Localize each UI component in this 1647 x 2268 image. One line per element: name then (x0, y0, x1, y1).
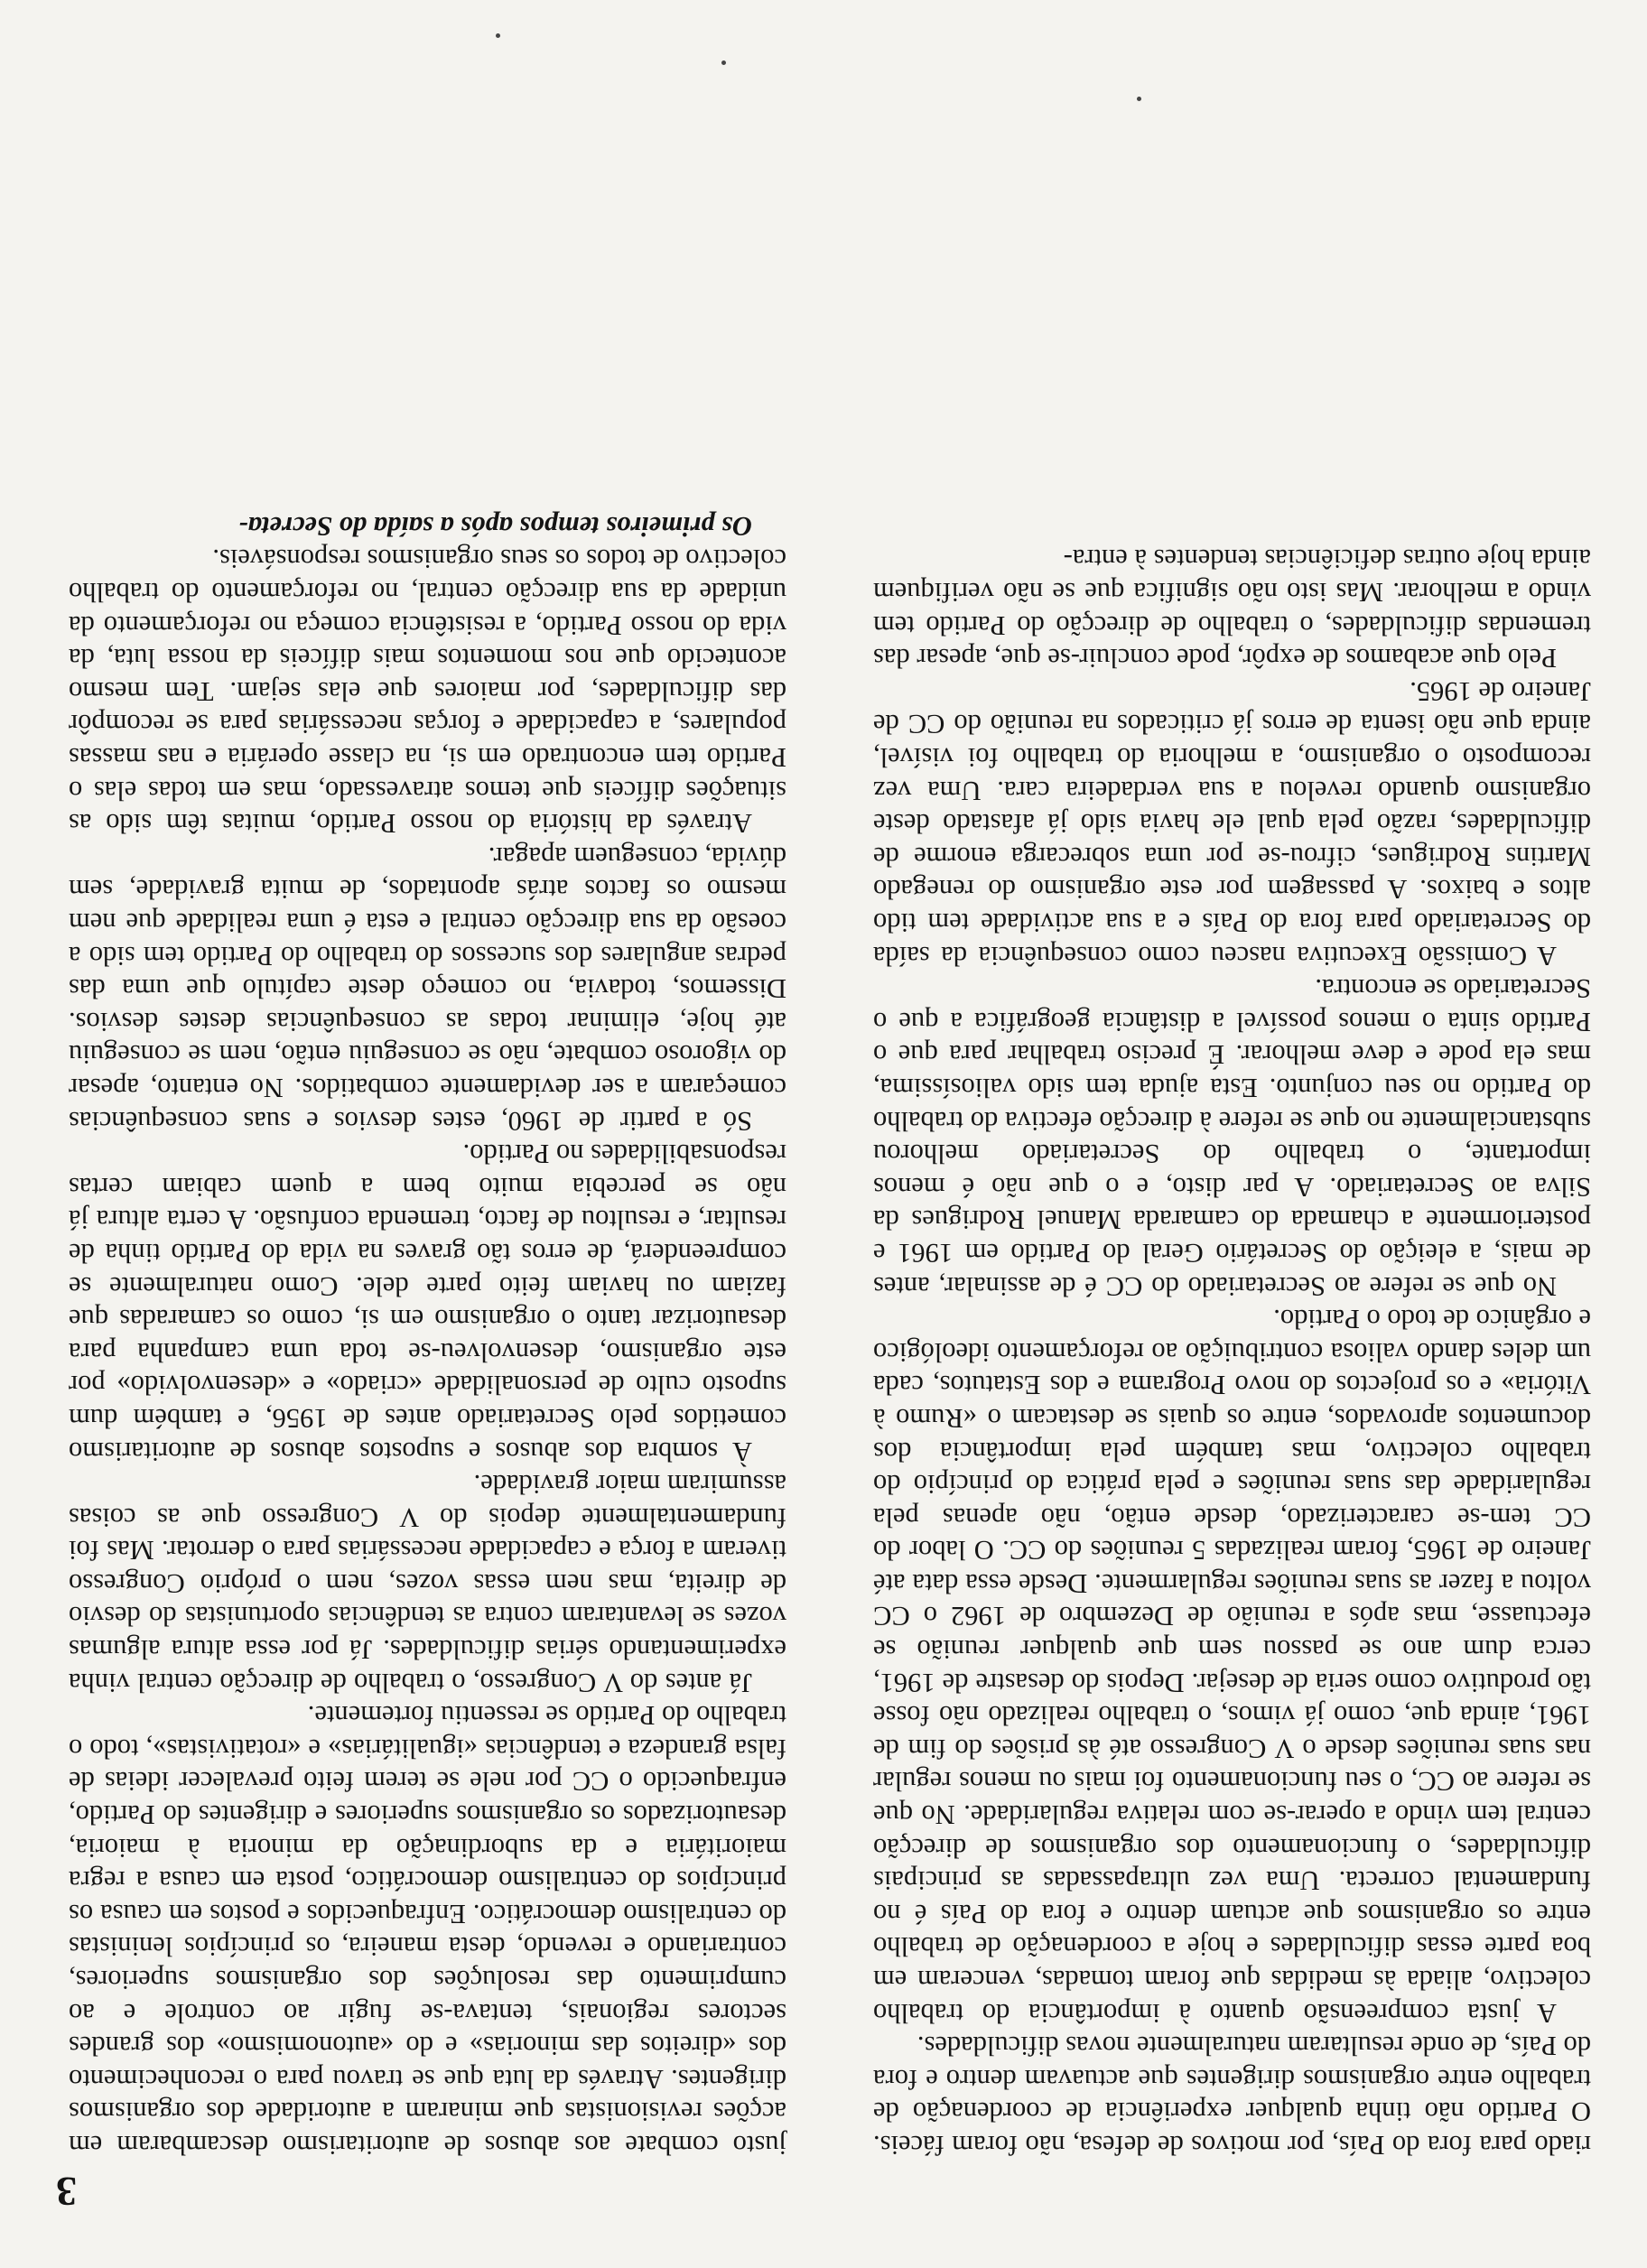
paragraph: Só a partir de 1960, estes desvios e suas consequências começaram a ser devidamente combatidos. No entanto, apesar do vigoroso combate, não se conseguiu então, nem se conseguiu até hoje, eliminar todas as consequências destes desvios. Dissemos, todavia, no começo deste capítulo que uma das pedras angulares dos sucessos do trabalho do Partido tem sido a coesão da sua direcção central e esta é uma realidade que nem mesmo os factos atrás apontados, de muita gravidade, sem dúvida, conseguem apagar. (69, 841, 786, 1137)
page-number: 3 (56, 2169, 77, 2215)
paragraph: riado para fora do País, por motivos de defesa, não foram fáceis. O Partido não tinha qualquer experiência de coordenação de trabalho entre organismos dirigentes que actuavam dentro e fora do País, de onde resultaram naturalmente novas dificuldades. (873, 2031, 1591, 2161)
paragraph: A justa compreensão quanto à importância do trabalho colectivo, aliada às medidas que foram tomadas, venceram em boa parte essas dificuldades e hoje a coordenação de trabalho entre os organismos que actuam dentro e fora do País é no fundamental correcta. Uma vez ultrapassadas as principais dificuldades, o funcionamento dos organismos de direcção central tem vindo a operar-se com relativa regularidade. No que se refere ao CC, o seu funcionamento foi mais ou menos regular nas suas reuniões desde o V Congresso até às prisões do fim de 1961, ainda que, como já vimos, o trabalho realizado não fosse tão produtivo como seria de desejar. Depois do desastre de 1961, cerca dum ano se passou sem que qualquer reunião se efectuasse, mas após a reunião de Dezembro de 1962 o CC voltou a fazer as suas reuniões regularmente. Desde essa data até Janeiro de 1965, foram realizadas 5 reuniões do CC. O labor do CC tem-se caracterizado, desde então, não apenas pela regularidade das suas reuniões e pela prática do princípio do trabalho colectivo, mas também pela importância dos documentos aprovados, entre os quais se destacam o «Rumo à Vitória» e os projectos do novo Programa e dos Estatutos, cada um deles dando valiosa contribuição ao reforçamento ideológico e orgânico de todo o Partido. (873, 1304, 1591, 2029)
column-gutter (829, 74, 830, 2151)
paragraph: À sombra dos abusos e supostos abusos de autoritarismo cometidos pelo Secretariado antes de 1956, e também dum suposto culto de personalidade «criado» e «desenvolvido» por este organismo, desenvolveu-se toda uma campanha para desautorizar tanto o organismo em si, como os camaradas que faziam ou haviam feito parte dele. Como naturalmente se compreenderá, de erros tão graves na vida do Partido tinha de resultar, e resultou de facto, tremenda confusão. A certa altura já não se percebia muito bem a quem cabiam certas responsabilidades no Partido. (69, 1139, 786, 1467)
paragraph: Já antes do V Congresso, o trabalho de direcção central vinha experimentando sérias dificuldades. Já por essa altura algumas vozes se levantaram contra as tendências oportunistas do desvio de direita, mas nem essas vozes, nem o próprio Congresso tiveram a força e capacidade necessárias para o derrotar. Mas foi fundamentalmente depois do V Congresso que as coisas assumiram maior gravidade. (69, 1469, 786, 1698)
paragraph: Os primeiros tempos após a saída do Secreta- (238, 510, 752, 542)
right-column (69, 509, 786, 2161)
ink-speck (496, 33, 500, 38)
paragraph: justo combate aos abusos de autoritarismo descambaram em acções revisionistas que minaram a autoridade dos organismos dirigentes. Através da luta que se travou para o reconhecimento dos «direitos das minorias» e do «autonomismo» dos grandes sectores regionais, tentava-se fugir ao controle e ao cumprimento das resoluções dos organismos superiores, contrariando e revendo, desta maneira, os princípios leninistas do centralismo democrático. Enfraquecidos e postos em causa os princípios do centralismo democrático, posta em causa a regra maioritária e da subordinação da minoria à maioria, desautorizados os organismos superiores e dirigentes do Partido, enfraquecido o CC por nele se terem feito prevalecer ideias de falsa grandeza e tendências «igualitárias» e «rotativistas», todo o trabalho do Partido se ressentiu fortemente. (69, 1700, 786, 2161)
left-column (873, 543, 1591, 2161)
paragraph: A Comissão Executiva nasceu como consequência da saída do Secretariado para fora do País e a sua actividade tem tido altos e baixos. A passagem por este organismo do renegado Martins Rodrigues, cifrou-se por uma sobrecarga enorme de dificuldades, razão pela qual ele havia sido já afastado deste organismo quando revelou a sua verdadeira cara. Uma vez recomposto o organismo, a melhoria do trabalho foi visível, ainda que não isenta de erros já criticados na reunião do CC de Janeiro de 1965. (873, 675, 1591, 971)
paragraph: No que se refere ao Secretariado do CC é de assinalar, antes de mais, a eleição do Secretário Geral do Partido em 1961 e posteriormente a chamada do camarada Manuel Rodrigues da Silva ao Secretariado. A par disto, e o que não é menos importante, o trabalho do Secretariado melhorou substancialmente no que se refere à direcção efectiva do trabalho do Partido no seu conjunto. Esta ajuda tem sido valiosíssima, mas ela pode e deve melhorar. É preciso trabalhar para que o Partido sinta o menos possível a distância geográfica a que o Secretariado se encontra. (873, 973, 1591, 1302)
ink-speck (1137, 97, 1141, 101)
paragraph: Através da história do nosso Partido, muitas têm sido as situações difíceis que temos atravessado, mas em todas elas o Partido tem encontrado em si, na classe operária e nas massas populares, a capacidade e forças necessárias para se recompôr das dificuldades, por maiores que elas sejam. Tem mesmo acontecido que nos momentos mais difíceis da nossa luta, da vida do nosso Partido, a resistência começa no reforçamento da unidade da sua direcção central, no reforçamento do trabalho colectivo de todos os seus organismos responsáveis. (69, 544, 786, 840)
paragraph: Pelo que acabamos de expôr, pode concluir-se que, apesar das tremendas dificuldades, o trabalho de direcção do Partido tem vindo a melhorar. Mas isto não significa que se não verifiquem ainda hoje outras deficiências tendentes à entra- (873, 544, 1591, 674)
ink-speck (721, 60, 726, 65)
